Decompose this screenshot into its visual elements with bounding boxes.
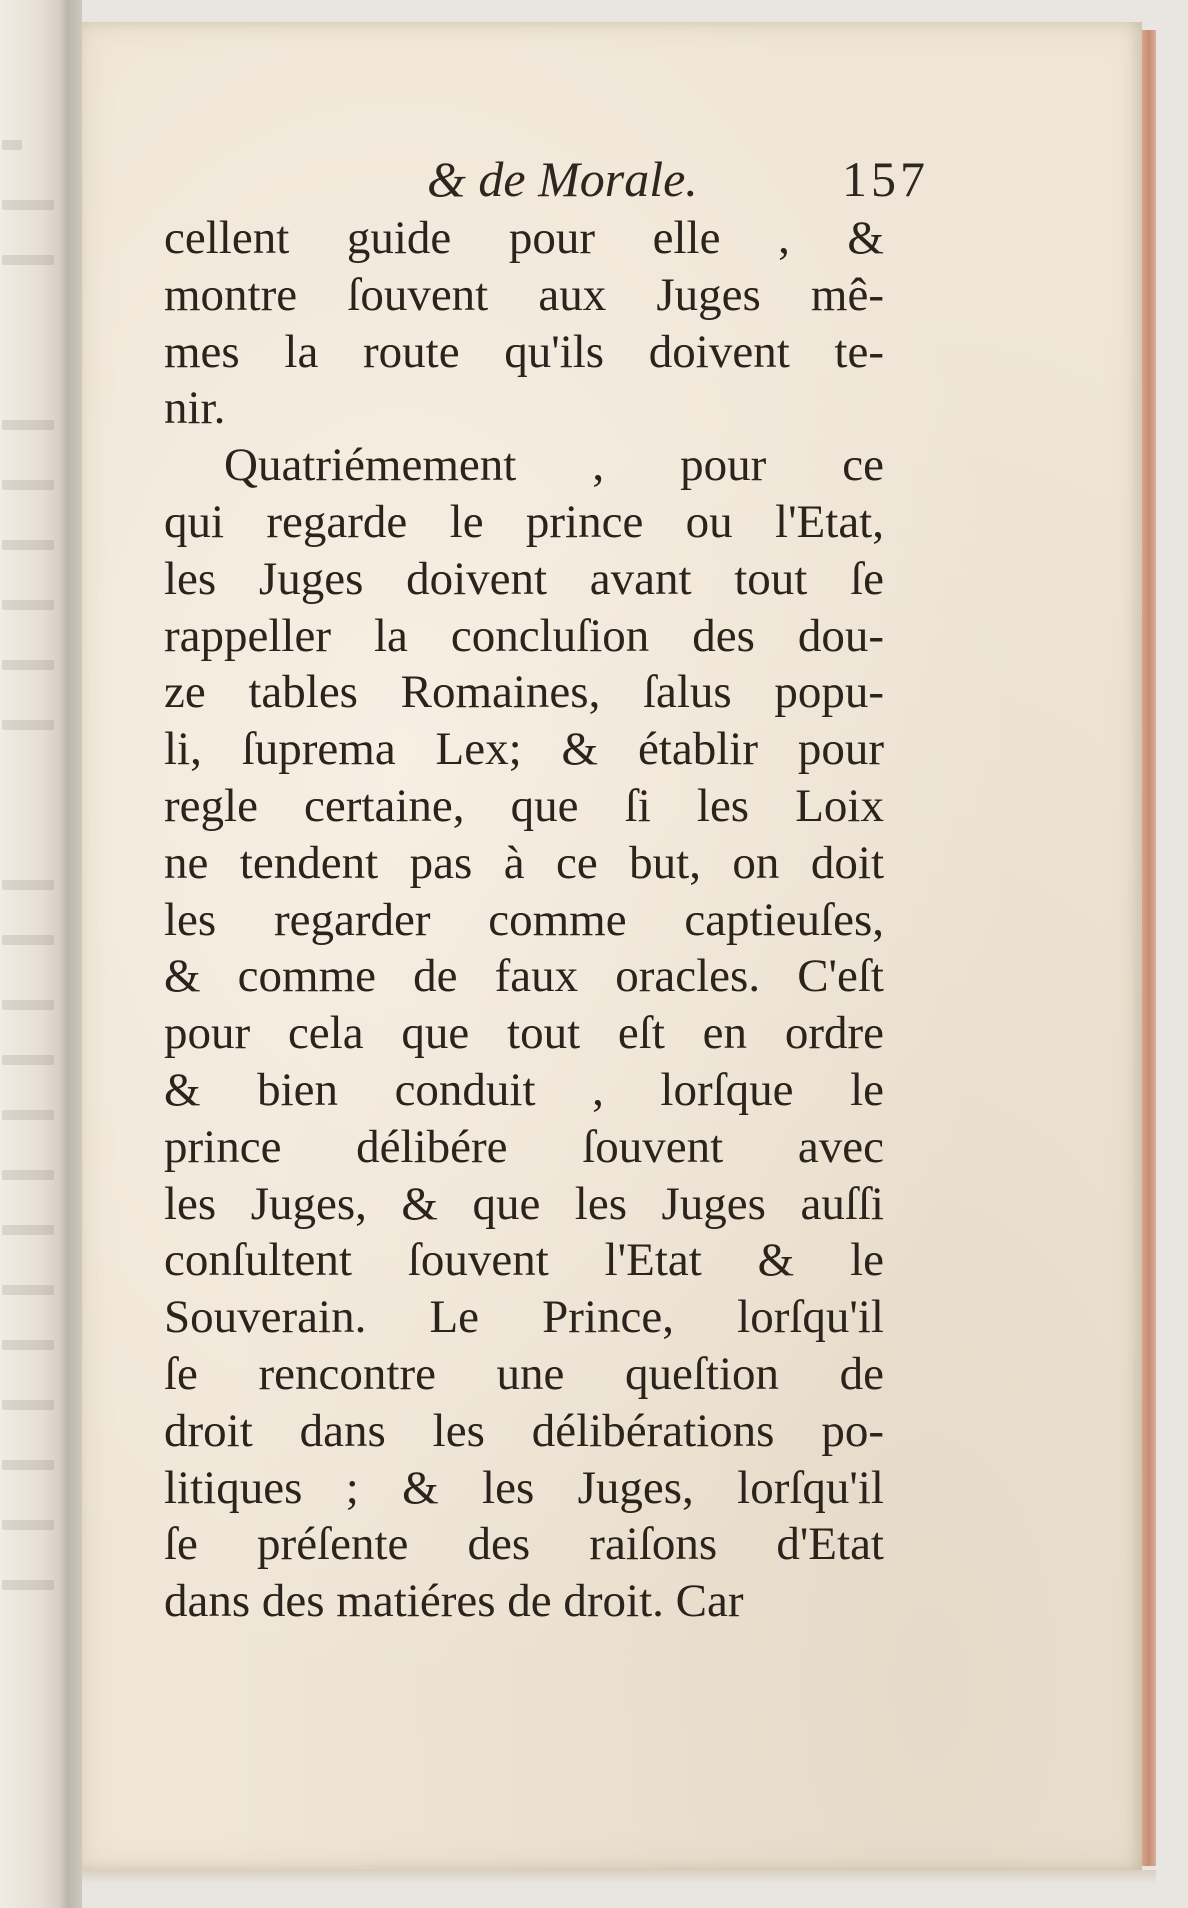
text-line: ſe préſente des raiſons d'Etat [164, 1518, 884, 1571]
book-page-edge [1142, 30, 1156, 1866]
ghost-text [2, 1110, 54, 1120]
text-line: les Juges, & que les Juges auſſi [164, 1177, 884, 1230]
page-shadow [82, 1870, 1156, 1884]
ghost-text [2, 880, 54, 890]
text-line: & comme de faux oracles. C'eſt [164, 950, 884, 1003]
ghost-text [2, 1000, 54, 1010]
ghost-text [2, 540, 54, 550]
text-line: conſultent ſouvent l'Etat & le [164, 1234, 884, 1287]
text-line: les regarder comme captieuſes, [164, 893, 884, 946]
running-title: & de Morale. [427, 151, 698, 207]
ghost-text [2, 1055, 54, 1065]
ghost-text [2, 1400, 54, 1410]
ghost-text [2, 600, 54, 610]
ghost-text [2, 1170, 54, 1180]
text-line: rappeller la concluſion des dou- [164, 609, 884, 662]
previous-page-edge [0, 0, 58, 1908]
text-line: montre ſouvent aux Juges mê- [164, 268, 884, 321]
text-line: nir. [164, 382, 226, 435]
text-line: les Juges doivent avant tout ſe [164, 552, 884, 605]
text-line: qui regarde le prince ou l'Etat, [164, 495, 884, 548]
text-line: droit dans les délibérations po- [164, 1404, 884, 1457]
ghost-text [2, 200, 54, 210]
page-header [82, 150, 1142, 210]
page-number: 157 [842, 151, 929, 207]
ghost-text [2, 1285, 54, 1295]
ghost-text [2, 935, 54, 945]
ghost-text [2, 420, 54, 430]
ghost-text [2, 1520, 54, 1530]
text-line: Souverain. Le Prince, lorſqu'il [164, 1291, 884, 1344]
text-line: mes la route qu'ils doivent te- [164, 325, 884, 378]
book-gutter [58, 0, 82, 1908]
ghost-text [2, 1340, 54, 1350]
text-line: pour cela que tout eſt en ordre [164, 1007, 884, 1060]
ghost-text [2, 720, 54, 730]
ghost-text [2, 480, 54, 490]
text-line: dans des matiéres de droit. Car [164, 1575, 744, 1628]
ghost-text [2, 1580, 54, 1590]
ghost-text [2, 660, 54, 670]
text-line: ne tendent pas à ce but, on doit [164, 836, 884, 889]
ghost-text [2, 1225, 54, 1235]
body-text [164, 210, 884, 1630]
text-line: ſe rencontre une queſtion de [164, 1347, 884, 1400]
text-line: Quatriémement , pour ce [224, 439, 884, 492]
text-line: & bien conduit , lorſque le [164, 1063, 884, 1116]
text-line: li, ſuprema Lex; & établir pour [164, 723, 884, 776]
ghost-text [2, 1460, 54, 1470]
text-line: regle certaine, que ſi les Loix [164, 779, 884, 832]
text-line: litiques ; & les Juges, lorſqu'il [164, 1461, 884, 1514]
ghost-text [2, 140, 22, 150]
text-line: ze tables Romaines, ſalus popu- [164, 666, 884, 719]
text-line: prince délibére ſouvent avec [164, 1120, 884, 1173]
ghost-text [2, 255, 54, 265]
text-line: cellent guide pour elle , & [164, 212, 884, 264]
